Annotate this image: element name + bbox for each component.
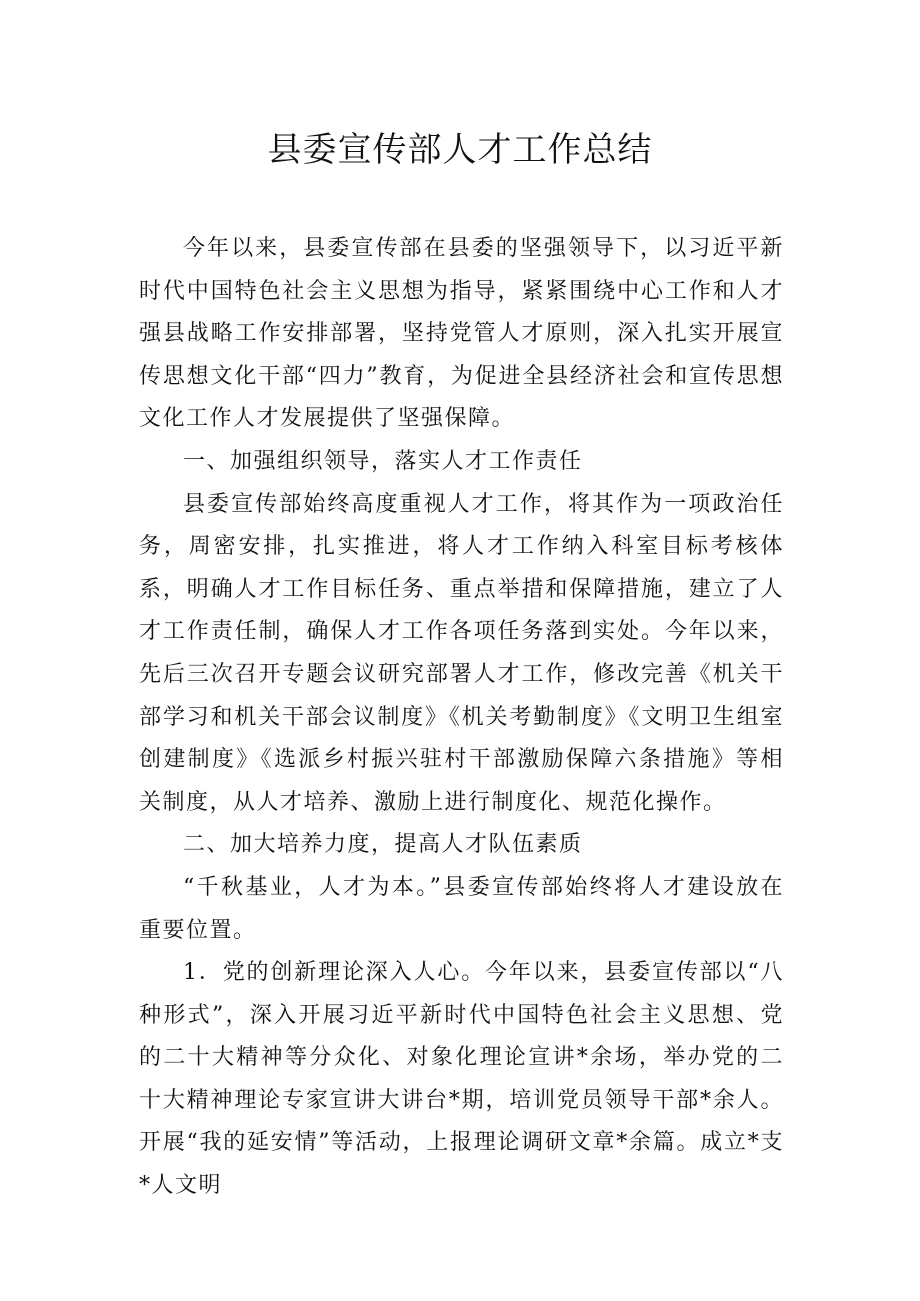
intro-paragraph: 今年以来，县委宣传部在县委的坚强领导下，以习近平新时代中国特色社会主义思想为指导，紧紧围绕中心工作和人才强县战略工作安排部署，坚持党管人才原则，深入扎实开展宣传思想文化干部“四力”教育，为促进全县经济社会和宣传思想文化工作人才发展提供了坚强保障。 [139, 236, 784, 432]
document-body [139, 228, 784, 1208]
document-title: 县委宣传部人才工作总结 [267, 130, 653, 170]
section-heading-2: 二、加大培养力度，提高人才队伍素质 [183, 832, 583, 858]
section-2-item-1: 1．党的创新理论深入人心。今年以来，县委宣传部以“八种形式”，深入开展习近平新时代中国特色社会主义思想、党的二十大精神等分众化、对象化理论宣讲*余场，举办党的二十大精神理论专家宣讲大讲台*期，培训党员领导干部*余人。开展“我的延安情”等活动，上报理论调研文章*余篇。成立*支*人文明 [139, 960, 784, 1199]
section-1-paragraph: 县委宣传部始终高度重视人才工作，将其作为一项政治任务，周密安排，扎实推进，将人才工作纳入科室目标考核体系，明确人才工作目标任务、重点举措和保障措施，建立了人才工作责任制，确保人才工作各项任务落到实处。今年以来，先后三次召开专题会议研究部署人才工作，修改完善《机关干部学习和机关干部会议制度》《机关考勤制度》《文明卫生组室创建制度》《选派乡村振兴驻村干部激励保障六条措施》等相关制度，从人才培养、激励上进行制度化、规范化操作。 [139, 491, 784, 815]
section-2-paragraph: “千秋基业，人才为本。”县委宣传部始终将人才建设放在重要位置。 [139, 874, 784, 943]
section-heading-1: 一、加强组织领导，落实人才工作责任 [183, 448, 583, 474]
